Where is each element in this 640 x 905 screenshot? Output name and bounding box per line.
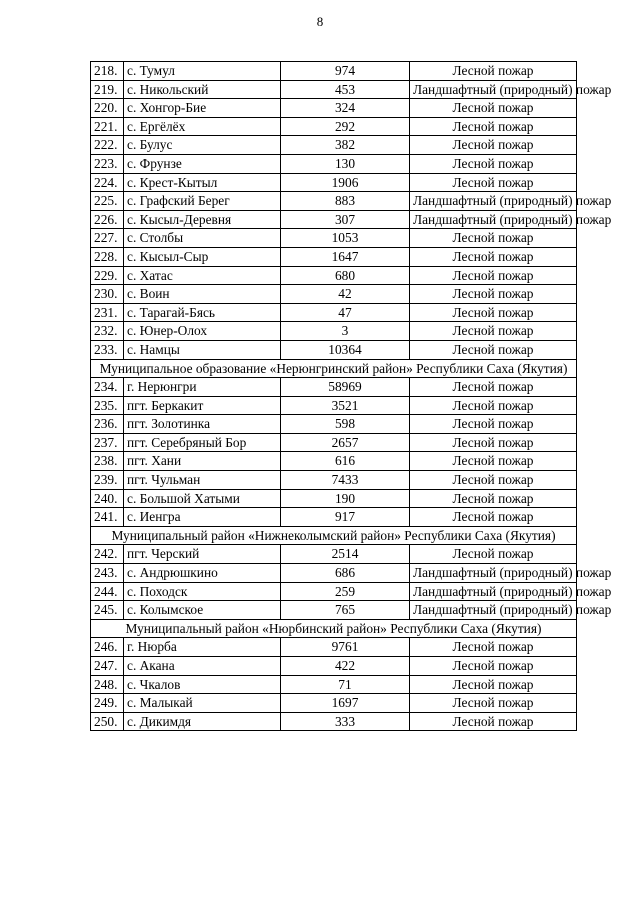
settlement-name: с. Никольский: [124, 80, 281, 99]
settlement-name: с. Кысыл-Сыр: [124, 247, 281, 266]
table-body: [91, 62, 612, 731]
table-row: [91, 564, 577, 583]
settlement-name: с. Чкалов: [124, 675, 281, 694]
population: 598: [281, 415, 410, 434]
settlement-name: с. Тарагай-Бясь: [124, 303, 281, 322]
settlement-name: с. Графский Берег: [124, 192, 281, 211]
population: 324: [281, 99, 410, 118]
row-number: 232.: [91, 322, 124, 341]
settlement-name: пгт. Беркакит: [124, 396, 281, 415]
table-row: [91, 396, 577, 415]
population: 1647: [281, 247, 410, 266]
row-number: 231.: [91, 303, 124, 322]
row-number: 245.: [91, 601, 124, 620]
fire-type: Ландшафтный (природный) пожар: [410, 564, 577, 583]
population: 9761: [281, 638, 410, 657]
fire-type: Лесной пожар: [410, 545, 577, 564]
row-number: 224.: [91, 173, 124, 192]
table-row: [91, 173, 577, 192]
population: 453: [281, 80, 410, 99]
row-number: 250.: [91, 712, 124, 731]
row-number: 235.: [91, 396, 124, 415]
population: 10364: [281, 340, 410, 359]
table-row: [91, 545, 577, 564]
row-number: 218.: [91, 62, 124, 81]
row-number: 240.: [91, 489, 124, 508]
settlement-name: с. Столбы: [124, 229, 281, 248]
row-number: 241.: [91, 508, 124, 527]
fire-type: Лесной пожар: [410, 657, 577, 676]
population: 58969: [281, 378, 410, 397]
table-row: [91, 322, 577, 341]
section-title: Муниципальный район «Нижнеколымский район» Республики Саха (Якутия): [91, 526, 577, 545]
fire-type: Лесной пожар: [410, 303, 577, 322]
table-row: [91, 192, 577, 211]
population: 974: [281, 62, 410, 81]
fire-type: Лесной пожар: [410, 694, 577, 713]
fire-type: Лесной пожар: [410, 452, 577, 471]
fire-type: Ландшафтный (природный) пожар: [410, 210, 577, 229]
settlement-name: с. Намцы: [124, 340, 281, 359]
row-number: 242.: [91, 545, 124, 564]
fire-type: Лесной пожар: [410, 378, 577, 397]
row-number: 227.: [91, 229, 124, 248]
fire-type: Лесной пожар: [410, 99, 577, 118]
population: 917: [281, 508, 410, 527]
table-row: [91, 694, 577, 713]
row-number: 222.: [91, 136, 124, 155]
table-row: [91, 247, 577, 266]
population: 333: [281, 712, 410, 731]
fire-type: Ландшафтный (природный) пожар: [410, 582, 577, 601]
table-row: [91, 285, 577, 304]
table-row: [91, 80, 577, 99]
row-number: 223.: [91, 154, 124, 173]
population: 1053: [281, 229, 410, 248]
settlement-name: г. Нюрба: [124, 638, 281, 657]
row-number: 221.: [91, 117, 124, 136]
settlement-name: с. Булус: [124, 136, 281, 155]
fire-type: Лесной пожар: [410, 396, 577, 415]
table-row: [91, 266, 577, 285]
row-number: 219.: [91, 80, 124, 99]
table-row: [91, 340, 577, 359]
settlement-name: с. Ергёлёх: [124, 117, 281, 136]
fire-type: Лесной пожар: [410, 712, 577, 731]
table-row: [91, 452, 577, 471]
fire-type: Ландшафтный (природный) пожар: [410, 601, 577, 620]
settlement-name: пгт. Черский: [124, 545, 281, 564]
fire-type: Лесной пожар: [410, 508, 577, 527]
settlement-name: с. Малыкай: [124, 694, 281, 713]
settlement-name: с. Андрюшкино: [124, 564, 281, 583]
fire-type: Лесной пожар: [410, 433, 577, 452]
table-row: [91, 136, 577, 155]
fire-type: Ландшафтный (природный) пожар: [410, 80, 577, 99]
population: 422: [281, 657, 410, 676]
population: 616: [281, 452, 410, 471]
page-number: 8: [316, 14, 324, 29]
table-row: [91, 117, 577, 136]
row-number: 229.: [91, 266, 124, 285]
settlement-name: с. Иенгра: [124, 508, 281, 527]
table-row: [91, 582, 577, 601]
settlement-name: с. Акана: [124, 657, 281, 676]
population: 190: [281, 489, 410, 508]
fire-type: Лесной пожар: [410, 285, 577, 304]
row-number: 237.: [91, 433, 124, 452]
population: 3521: [281, 396, 410, 415]
table-row: [91, 415, 577, 434]
population: 680: [281, 266, 410, 285]
table-row: [91, 154, 577, 173]
fire-type: Лесной пожар: [410, 117, 577, 136]
section-header-row: [91, 526, 577, 545]
section-title: Муниципальное образование «Нерюнгринский район» Республики Саха (Якутия): [91, 359, 577, 378]
settlement-name: с. Тумул: [124, 62, 281, 81]
table-row: [91, 489, 577, 508]
population: 130: [281, 154, 410, 173]
settlement-name: с. Воин: [124, 285, 281, 304]
settlement-name: пгт. Золотинка: [124, 415, 281, 434]
fire-type: Лесной пожар: [410, 340, 577, 359]
row-number: 234.: [91, 378, 124, 397]
row-number: 225.: [91, 192, 124, 211]
row-number: 228.: [91, 247, 124, 266]
fire-type: Лесной пожар: [410, 136, 577, 155]
settlement-name: с. Колымское: [124, 601, 281, 620]
section-header-row: [91, 619, 577, 638]
population: 2514: [281, 545, 410, 564]
fire-type: Ландшафтный (природный) пожар: [410, 192, 577, 211]
population: 292: [281, 117, 410, 136]
population: 7433: [281, 471, 410, 490]
row-number: 247.: [91, 657, 124, 676]
table-row: [91, 712, 577, 731]
population: 765: [281, 601, 410, 620]
fire-type: Лесной пожар: [410, 154, 577, 173]
settlements-table: [90, 61, 612, 731]
row-number: 246.: [91, 638, 124, 657]
population: 3: [281, 322, 410, 341]
fire-type: Лесной пожар: [410, 322, 577, 341]
row-number: 244.: [91, 582, 124, 601]
settlement-name: с. Юнер-Олох: [124, 322, 281, 341]
row-number: 238.: [91, 452, 124, 471]
row-number: 226.: [91, 210, 124, 229]
settlement-name: с. Хатас: [124, 266, 281, 285]
table-row: [91, 508, 577, 527]
settlement-name: г. Нерюнгри: [124, 378, 281, 397]
fire-type: Лесной пожар: [410, 415, 577, 434]
table-row: [91, 210, 577, 229]
fire-type: Лесной пожар: [410, 638, 577, 657]
row-number: 236.: [91, 415, 124, 434]
settlement-name: пгт. Серебряный Бор: [124, 433, 281, 452]
table-row: [91, 601, 577, 620]
table-row: [91, 229, 577, 248]
row-number: 239.: [91, 471, 124, 490]
table-row: [91, 62, 577, 81]
row-number: 249.: [91, 694, 124, 713]
population: 686: [281, 564, 410, 583]
section-title: Муниципальный район «Нюрбинский район» Республики Саха (Якутия): [91, 619, 577, 638]
population: 259: [281, 582, 410, 601]
fire-type: Лесной пожар: [410, 266, 577, 285]
row-number: 233.: [91, 340, 124, 359]
fire-type: Лесной пожар: [410, 62, 577, 81]
fire-type: Лесной пожар: [410, 173, 577, 192]
section-header-row: [91, 359, 577, 378]
row-number: 230.: [91, 285, 124, 304]
population: 382: [281, 136, 410, 155]
population: 47: [281, 303, 410, 322]
settlement-name: с. Кысыл-Деревня: [124, 210, 281, 229]
settlement-name: с. Фрунзе: [124, 154, 281, 173]
settlement-name: с. Дикимдя: [124, 712, 281, 731]
population: 883: [281, 192, 410, 211]
row-number: 220.: [91, 99, 124, 118]
table-row: [91, 675, 577, 694]
population: 2657: [281, 433, 410, 452]
settlement-name: с. Походск: [124, 582, 281, 601]
population: 307: [281, 210, 410, 229]
row-number: 248.: [91, 675, 124, 694]
population: 1697: [281, 694, 410, 713]
row-number: 243.: [91, 564, 124, 583]
fire-type: Лесной пожар: [410, 489, 577, 508]
table-row: [91, 657, 577, 676]
population: 1906: [281, 173, 410, 192]
table-row: [91, 638, 577, 657]
settlement-name: с. Хонгор-Бие: [124, 99, 281, 118]
fire-type: Лесной пожар: [410, 471, 577, 490]
fire-type: Лесной пожар: [410, 247, 577, 266]
table-row: [91, 433, 577, 452]
table-row: [91, 99, 577, 118]
fire-type: Лесной пожар: [410, 229, 577, 248]
settlement-name: пгт. Хани: [124, 452, 281, 471]
settlement-name: с. Крест-Кытыл: [124, 173, 281, 192]
table-row: [91, 378, 577, 397]
table-row: [91, 303, 577, 322]
population: 71: [281, 675, 410, 694]
settlement-name: пгт. Чульман: [124, 471, 281, 490]
fire-type: Лесной пожар: [410, 675, 577, 694]
settlement-name: с. Большой Хатыми: [124, 489, 281, 508]
table-row: [91, 471, 577, 490]
population: 42: [281, 285, 410, 304]
